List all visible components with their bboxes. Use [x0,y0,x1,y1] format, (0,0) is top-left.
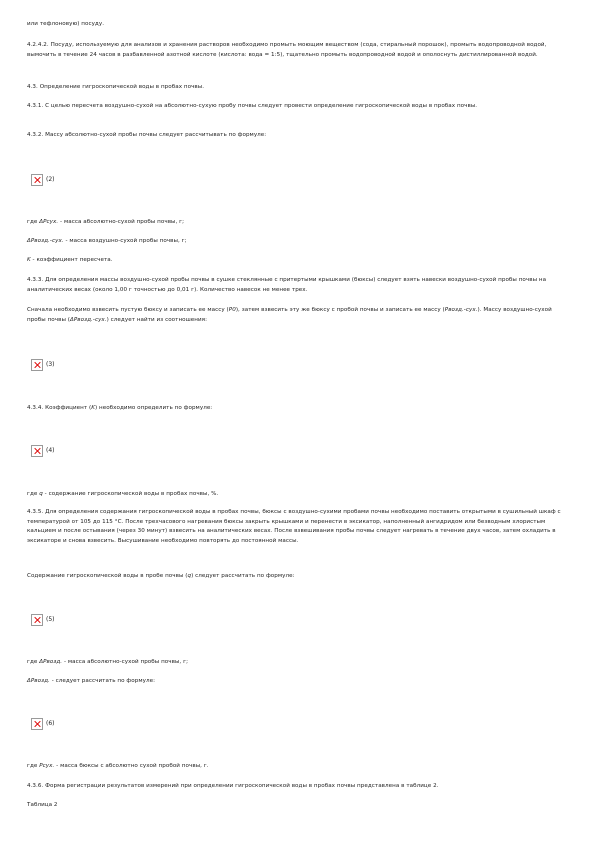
text: 4.3.2. Массу абсолютно-сухой пробы почвы следует рассчитывать по формуле: [27,132,267,138]
text: 4.3.3. Для определения массы воздушно-сухой пробы почвы в сушке стеклянные с притертыми крышками (бюксы) следует взять навески воздушно-сухой пробы почвы на аналитических весах (около 1,00 г точностью до 0,01 г). Количество навесок не менее трех. [27,277,547,293]
paragraph-4-3-2 [27,131,567,141]
broken-image-icon [31,445,43,457]
definition-line: где ΔPсух. - масса абсолютно-сухой пробы почвы, г; [27,219,185,225]
text: Таблица 2 [27,802,58,808]
paragraph-4-3-3 [27,276,567,295]
paragraph-4-3-1 [27,102,567,112]
formula-number: (2) [46,176,55,183]
definition-line: ΔPвозд.-сух. - масса воздушно-сухой пробы почвы, г; [27,238,187,244]
section-heading-4-3 [27,83,567,93]
formula-number: (4) [46,447,55,454]
table-caption [27,801,567,811]
text: 4.3.1. С целью пересчета воздушно-сухой на абсолютно-сухую пробу почвы следует провести определение гигроскопической воды в пробах почвы. [27,103,478,109]
definition-line: ΔPвозд. - следует рассчитать по формуле: [27,678,155,684]
text: 4.3.6. Форма регистрации результатов измерений при определении гигроскопической воды в пробах почвы представлена в таблице 2. [27,783,439,789]
formula-4 [31,443,55,459]
text: или тефлоновую) посуду. [27,21,105,27]
formula-number: (3) [46,361,55,368]
paragraph-4-2-4-2 [27,41,567,60]
formula-3 [31,357,55,373]
definition-line: K - коэффициент пересчета. [27,257,113,263]
paragraph-4-3-4: 4.3.4. Коэффициент (K) необходимо определить по формуле: [27,405,213,411]
definition-line: где ΔPвозд. - масса абсолютно-сухой пробы почвы, г; [27,659,189,665]
definition-line: где q - содержание гигроскопической воды в пробах почвы, %. [27,491,219,497]
formula-6 [31,716,55,732]
paragraph-weighing: Сначала необходимо взвесить пустую бюксу и записать ее массу (P0), затем взвесить эту же бюксу с пробой почвы и записать ее массу (Pвозд.-сух.). Массу воздушно-сухой пробы почвы (ΔPвозд.-сух.) следует найти из соотношения: [27,307,552,323]
formula-2 [31,172,55,188]
formula-number: (5) [46,616,55,623]
text: 4.3.5. Для определения содержания гигроскопической воды в пробах почвы, бюксы с воздушно-сухими пробами почвы необходимо поставить открытыми в сушильный шкаф с температурой от 105 до 115 °С. После трехчасового нагревания бюксы закрыть крышками и перенести в эксикатор, наполненный ангидридом или безводным хлористым кальцием и после остывания (через 30 минут) взвесить на аналитических весах. После взвешивания пробы почвы следует нагревать в течение двух часов, затем охладить в эксикаторе и снова взвесить. Высушивание необходимо повторять до постоянной массы. [27,509,561,544]
broken-image-icon [31,359,43,371]
formula-5 [31,612,55,628]
variable: ΔPвозд.-сух. [27,238,64,244]
text: 4.2.4.2. Посуду, используемую для анализов и хранения растворов необходимо промыть моющим веществом (сода, стиральный порошок), промыть водопроводной водой, вымочить в течение 24 часов в разбавленной азотной кислоте (кислота: вода = 1:5), тщательно промыть водопроводной водой и ополоснуть дистиллированной водой. [27,42,547,58]
formula-number: (6) [46,720,55,727]
paragraph-4-3-5 [27,508,567,546]
text-line [27,20,567,30]
broken-image-icon [31,614,43,626]
variable: K [27,257,31,263]
definition-line: где Pсух. - масса бюксы с абсолютно сухой пробой почвы, г. [27,763,209,769]
text: 4.3. Определение гигроскопической воды в пробах почвы. [27,84,205,90]
paragraph-4-3-6 [27,782,567,792]
broken-image-icon [31,174,43,186]
variable: ΔPсух. [39,219,59,225]
broken-image-icon [31,718,43,730]
paragraph-q-formula: Содержание гигроскопической воды в пробе почвы (q) следует рассчитать по формуле: [27,573,295,579]
